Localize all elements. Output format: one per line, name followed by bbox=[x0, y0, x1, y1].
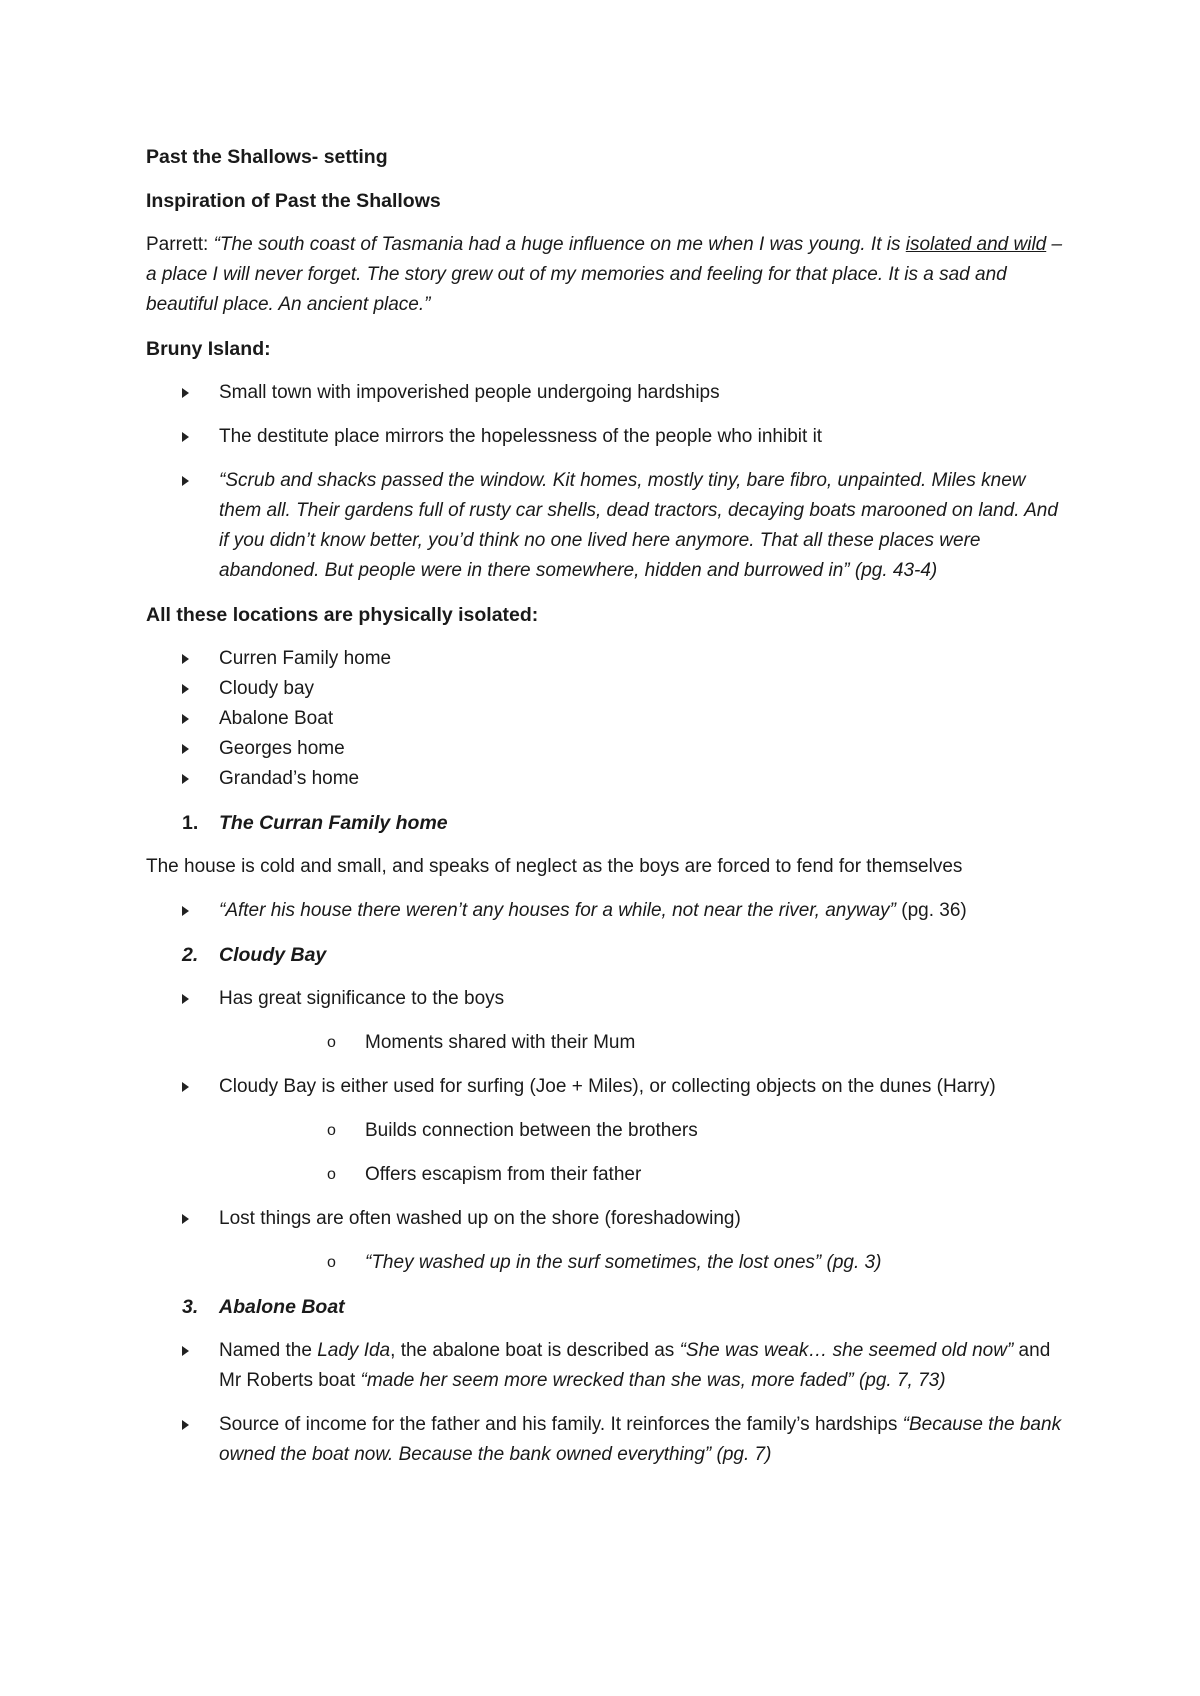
section-2-list bbox=[146, 984, 1066, 1278]
document-body bbox=[146, 142, 1066, 1484]
arrow-bullet-icon bbox=[182, 1346, 189, 1356]
circle-bullet-icon: o bbox=[327, 1122, 336, 1139]
sub-list-item: o “They washed up in the surf sometimes, the lost ones” (pg. 3) bbox=[219, 1248, 1066, 1278]
arrow-bullet-icon bbox=[182, 774, 189, 784]
section-1-text: The house is cold and small, and speaks of neglect as the boys are forced to fend for themselves bbox=[146, 856, 963, 877]
list-item: Curren Family home bbox=[146, 644, 1066, 674]
list-item: Abalone Boat bbox=[146, 704, 1066, 734]
locations-list bbox=[146, 644, 1066, 794]
author-quote bbox=[146, 230, 1066, 320]
sub-list bbox=[219, 1248, 1066, 1278]
arrow-bullet-icon bbox=[182, 1214, 189, 1224]
circle-bullet-icon: o bbox=[327, 1166, 336, 1183]
list-item: Named the Lady Ida, the abalone boat is described as “She was weak… she seemed old now” and Mr Roberts boat “made her seem more wrecked than she was, more faded” (pg. 7, 73) bbox=[146, 1336, 1066, 1396]
arrow-bullet-icon bbox=[182, 1420, 189, 1430]
list-item: Cloudy bay bbox=[146, 674, 1066, 704]
list-item: Grandad’s home bbox=[146, 764, 1066, 794]
section-2-heading: 2. Cloudy Bay bbox=[182, 944, 327, 966]
arrow-bullet-icon bbox=[182, 906, 189, 916]
list-item: Lost things are often washed up on the shore (foreshadowing) o “They washed up in the surf sometimes, the lost ones” (pg. 3) bbox=[146, 1204, 1066, 1278]
sub-list bbox=[219, 1028, 1066, 1058]
circle-bullet-icon: o bbox=[327, 1034, 336, 1051]
quote-underlined: isolated and wild bbox=[905, 234, 1047, 255]
quote-text-before: “The south coast of Tasmania had a huge influence on me when I was young. It is bbox=[213, 234, 906, 255]
section-3-list bbox=[146, 1336, 1066, 1470]
arrow-bullet-icon bbox=[182, 744, 189, 754]
list-item: “Scrub and shacks passed the window. Kit homes, mostly tiny, bare fibro, unpainted. Miles knew them all. Their gardens full of rusty car shells, dead tractors, decaying boats marooned on land. And if you didn’t know better, you’d think no one lived here anymore. That all these places were abandoned. But people were in there somewhere, hidden and burrowed in” (pg. 43-4) bbox=[146, 466, 1066, 586]
page-title: Past the Shallows- setting bbox=[146, 146, 388, 168]
section-1-heading: 1. The Curran Family home bbox=[182, 812, 448, 834]
list-item: Source of income for the father and his family. It reinforces the family’s hardships “Because the bank owned the boat now. Because the bank owned everything” (pg. 7) bbox=[146, 1410, 1066, 1470]
sub-list-item: o Offers escapism from their father bbox=[219, 1160, 1066, 1190]
arrow-bullet-icon bbox=[182, 476, 189, 486]
inspiration-heading: Inspiration of Past the Shallows bbox=[146, 190, 441, 212]
arrow-bullet-icon bbox=[182, 654, 189, 664]
arrow-bullet-icon bbox=[182, 994, 189, 1004]
list-item: “After his house there weren’t any houses for a while, not near the river, anyway” (pg. 36) bbox=[146, 896, 1066, 926]
section-3-heading: 3. Abalone Boat bbox=[182, 1296, 345, 1318]
list-item: Cloudy Bay is either used for surfing (Joe + Miles), or collecting objects on the dunes (Harry) o Builds connection between the brothers o Offers escapism from their father bbox=[146, 1072, 1066, 1190]
locations-heading: All these locations are physically isolated: bbox=[146, 604, 539, 626]
arrow-bullet-icon bbox=[182, 432, 189, 442]
bruny-list bbox=[146, 378, 1066, 586]
list-item: Small town with impoverished people undergoing hardships bbox=[146, 378, 1066, 408]
list-item: Has great significance to the boys o Moments shared with their Mum bbox=[146, 984, 1066, 1058]
bruny-heading: Bruny Island: bbox=[146, 338, 271, 360]
circle-bullet-icon: o bbox=[327, 1254, 336, 1271]
arrow-bullet-icon bbox=[182, 684, 189, 694]
quote-text-after: – a place I will never forget. The story grew out of my memories and feeling for that place. It is a sad and beautiful place. An ancient place.” bbox=[146, 234, 1063, 315]
arrow-bullet-icon bbox=[182, 714, 189, 724]
list-item: Georges home bbox=[146, 734, 1066, 764]
quote-speaker: Parrett: bbox=[146, 234, 209, 255]
list-item: The destitute place mirrors the hopelessness of the people who inhibit it bbox=[146, 422, 1066, 452]
sub-list-item: o Moments shared with their Mum bbox=[219, 1028, 1066, 1058]
sub-list-item: o Builds connection between the brothers bbox=[219, 1116, 1066, 1146]
arrow-bullet-icon bbox=[182, 1082, 189, 1092]
sub-list bbox=[219, 1116, 1066, 1190]
arrow-bullet-icon bbox=[182, 388, 189, 398]
section-1-list bbox=[146, 896, 1066, 926]
